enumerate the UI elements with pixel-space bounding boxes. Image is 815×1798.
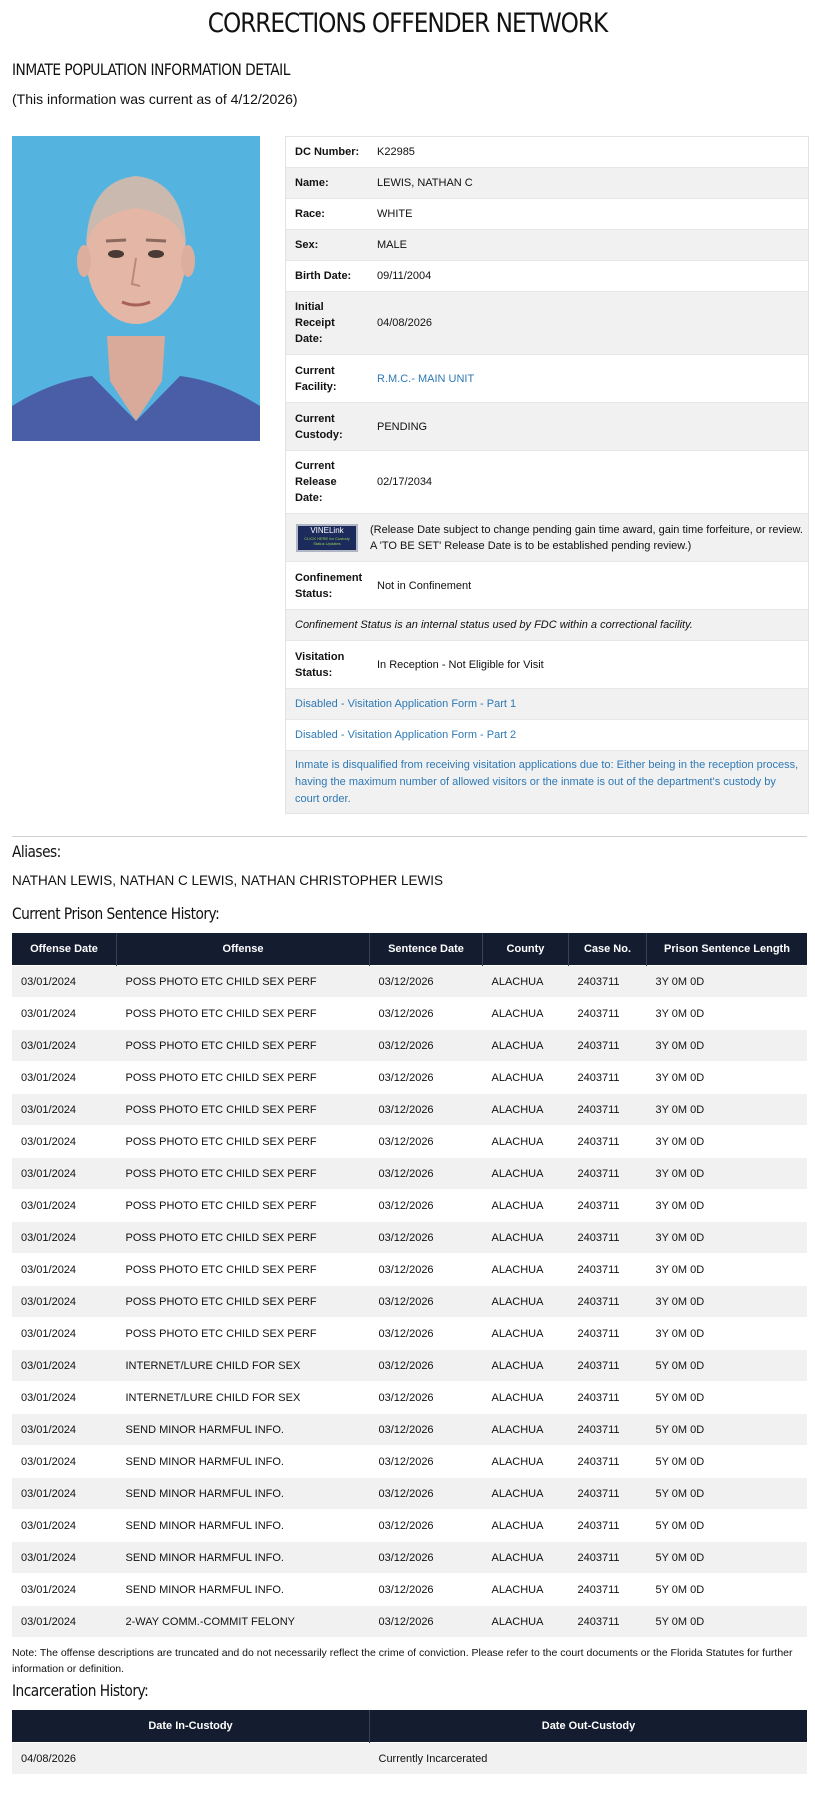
- table-cell: 2-WAY COMM.-COMMIT FELONY: [117, 1606, 370, 1638]
- sentence-row: [12, 1446, 807, 1478]
- sentence-header-row: [12, 933, 807, 966]
- col-sentence-length: Prison Sentence Length: [647, 933, 808, 966]
- table-cell: 2403711: [569, 1542, 647, 1574]
- dc-number-row: [286, 137, 808, 167]
- table-cell: POSS PHOTO ETC CHILD SEX PERF: [117, 1286, 370, 1318]
- table-cell: 2403711: [569, 1254, 647, 1286]
- name-row: [286, 167, 808, 198]
- facility-row: [286, 354, 808, 402]
- table-cell: ALACHUA: [483, 966, 569, 998]
- table-cell: ALACHUA: [483, 1190, 569, 1222]
- vinelink-brand: VINELink: [310, 525, 344, 535]
- table-cell: SEND MINOR HARMFUL INFO.: [117, 1446, 370, 1478]
- table-cell: SEND MINOR HARMFUL INFO.: [117, 1510, 370, 1542]
- col-offense: Offense: [117, 933, 370, 966]
- sentence-row: [12, 1094, 807, 1126]
- table-cell: 03/12/2026: [370, 1574, 483, 1606]
- birth-date-row: [286, 260, 808, 291]
- table-cell: 5Y 0M 0D: [647, 1510, 808, 1542]
- table-cell: 03/01/2024: [12, 1094, 117, 1126]
- release-value: 02/17/2034: [377, 476, 433, 488]
- table-cell: 2403711: [569, 1286, 647, 1318]
- table-cell: 3Y 0M 0D: [647, 1254, 808, 1286]
- table-cell: SEND MINOR HARMFUL INFO.: [117, 1542, 370, 1574]
- sentence-row: [12, 1606, 807, 1638]
- sentence-history-heading: Current Prison Sentence History:: [12, 904, 220, 923]
- table-cell: 03/01/2024: [12, 1318, 117, 1350]
- table-cell: 2403711: [569, 1478, 647, 1510]
- sentence-history-table: [12, 933, 807, 1637]
- table-cell: 03/01/2024: [12, 1382, 117, 1414]
- table-cell: 5Y 0M 0D: [647, 1414, 808, 1446]
- table-cell: ALACHUA: [483, 1222, 569, 1254]
- vinelink-sub: CLICK HERE for Custody Status Updates: [304, 535, 350, 546]
- table-cell: 03/12/2026: [370, 998, 483, 1030]
- sentence-row: [12, 1574, 807, 1606]
- incarceration-row: [12, 1743, 807, 1775]
- sentence-row: [12, 1382, 807, 1414]
- table-cell: 03/12/2026: [370, 966, 483, 998]
- vine-row: [286, 513, 808, 561]
- table-cell: 2403711: [569, 998, 647, 1030]
- initial-receipt-row: [286, 291, 808, 354]
- incarceration-history-table: [12, 1710, 807, 1774]
- table-cell: 03/01/2024: [12, 1286, 117, 1318]
- table-cell: ALACHUA: [483, 1510, 569, 1542]
- sentence-row: [12, 1158, 807, 1190]
- table-cell: 03/12/2026: [370, 1350, 483, 1382]
- table-cell: POSS PHOTO ETC CHILD SEX PERF: [117, 1062, 370, 1094]
- table-cell: ALACHUA: [483, 1574, 569, 1606]
- sentence-row: [12, 1222, 807, 1254]
- table-cell: INTERNET/LURE CHILD FOR SEX: [117, 1382, 370, 1414]
- table-cell: 03/01/2024: [12, 1254, 117, 1286]
- visitation-label: Visitation Status:: [295, 650, 345, 679]
- col-county: County: [483, 933, 569, 966]
- site-title: CORRECTIONS OFFENDER NETWORK: [207, 8, 608, 39]
- table-cell: 03/12/2026: [370, 1382, 483, 1414]
- table-cell: 3Y 0M 0D: [647, 1158, 808, 1190]
- sex-row: [286, 229, 808, 260]
- sentence-row: [12, 1350, 807, 1382]
- sentence-row: [12, 1414, 807, 1446]
- birth-date-value: 09/11/2004: [377, 270, 432, 282]
- table-cell: ALACHUA: [483, 1478, 569, 1510]
- table-cell: 03/01/2024: [12, 1190, 117, 1222]
- visitation-row: [286, 640, 808, 688]
- table-cell: 3Y 0M 0D: [647, 1222, 808, 1254]
- table-cell: 03/01/2024: [12, 1478, 117, 1510]
- sentence-row: [12, 1478, 807, 1510]
- table-cell: POSS PHOTO ETC CHILD SEX PERF: [117, 1222, 370, 1254]
- aliases-heading: Aliases:: [12, 842, 61, 861]
- table-cell: 03/12/2026: [370, 1254, 483, 1286]
- incarceration-table-body: [12, 1743, 807, 1775]
- table-cell: 2403711: [569, 1574, 647, 1606]
- custody-row: [286, 402, 808, 450]
- table-cell: 2403711: [569, 1062, 647, 1094]
- table-cell: ALACHUA: [483, 1030, 569, 1062]
- race-row: [286, 198, 808, 229]
- table-cell: 03/01/2024: [12, 1446, 117, 1478]
- table-cell: ALACHUA: [483, 1606, 569, 1638]
- table-cell: POSS PHOTO ETC CHILD SEX PERF: [117, 1190, 370, 1222]
- confinement-label: Confinement Status:: [295, 571, 363, 600]
- sentence-row: [12, 1126, 807, 1158]
- table-cell: POSS PHOTO ETC CHILD SEX PERF: [117, 1126, 370, 1158]
- table-cell: 5Y 0M 0D: [647, 1350, 808, 1382]
- table-cell: ALACHUA: [483, 1286, 569, 1318]
- col-date-in: Date In-Custody: [12, 1710, 370, 1743]
- visit-form-part2-link[interactable]: Disabled - Visitation Application Form - Part 2: [295, 728, 517, 741]
- sentence-row: [12, 1190, 807, 1222]
- table-cell: POSS PHOTO ETC CHILD SEX PERF: [117, 1158, 370, 1190]
- table-cell: 2403711: [569, 1510, 647, 1542]
- visit-form-part1-link[interactable]: Disabled - Visitation Application Form - Part 1: [295, 697, 517, 710]
- table-cell: ALACHUA: [483, 1382, 569, 1414]
- table-cell: 03/12/2026: [370, 1318, 483, 1350]
- confinement-row: [286, 561, 808, 609]
- sex-value: MALE: [377, 239, 407, 251]
- sentence-row: [12, 1542, 807, 1574]
- race-value: WHITE: [377, 208, 413, 220]
- vinelink-button[interactable]: [296, 524, 358, 552]
- table-cell: 5Y 0M 0D: [647, 1542, 808, 1574]
- table-cell: 2403711: [569, 1414, 647, 1446]
- table-cell: 5Y 0M 0D: [647, 1606, 808, 1638]
- table-cell: ALACHUA: [483, 1318, 569, 1350]
- offense-note: Note: The offense descriptions are truncated and do not necessarily reflect the crime of conviction. Please refer to the court documents or the Florida Statutes for further information or definition.: [12, 1647, 793, 1675]
- table-cell: 2403711: [569, 1606, 647, 1638]
- table-cell: 5Y 0M 0D: [647, 1382, 808, 1414]
- table-cell: 3Y 0M 0D: [647, 998, 808, 1030]
- facility-label: Current Facility:: [295, 364, 337, 393]
- table-cell: 2403711: [569, 1030, 647, 1062]
- name-value: LEWIS, NATHAN C: [377, 177, 473, 189]
- table-cell: 03/12/2026: [370, 1542, 483, 1574]
- table-cell: 2403711: [569, 1158, 647, 1190]
- table-cell: 5Y 0M 0D: [647, 1446, 808, 1478]
- initial-receipt-value: 04/08/2026: [377, 317, 433, 329]
- table-cell: ALACHUA: [483, 1158, 569, 1190]
- col-sentence-date: Sentence Date: [370, 933, 483, 966]
- table-cell: 5Y 0M 0D: [647, 1478, 808, 1510]
- inmate-detail-panel: [285, 136, 809, 814]
- confinement-note-row: [286, 609, 808, 640]
- table-cell: 2403711: [569, 1318, 647, 1350]
- table-cell: 03/12/2026: [370, 1286, 483, 1318]
- table-cell: ALACHUA: [483, 1414, 569, 1446]
- table-cell: POSS PHOTO ETC CHILD SEX PERF: [117, 1094, 370, 1126]
- table-cell: 2403711: [569, 1190, 647, 1222]
- table-cell: ALACHUA: [483, 1062, 569, 1094]
- table-cell: 2403711: [569, 1446, 647, 1478]
- table-cell: POSS PHOTO ETC CHILD SEX PERF: [117, 998, 370, 1030]
- table-cell: 03/12/2026: [370, 1062, 483, 1094]
- col-case-no: Case No.: [569, 933, 647, 966]
- race-label: Race:: [295, 208, 325, 220]
- sentence-row: [12, 1286, 807, 1318]
- table-cell: 03/01/2024: [12, 1542, 117, 1574]
- table-cell: 03/01/2024: [12, 1606, 117, 1638]
- table-cell: ALACHUA: [483, 1350, 569, 1382]
- table-cell: 03/01/2024: [12, 1414, 117, 1446]
- table-cell: 2403711: [569, 966, 647, 998]
- sentence-row: [12, 966, 807, 998]
- table-cell: ALACHUA: [483, 998, 569, 1030]
- sentence-table-body: [12, 966, 807, 1638]
- table-cell: ALACHUA: [483, 1254, 569, 1286]
- table-cell: 03/12/2026: [370, 1126, 483, 1158]
- table-cell: 03/01/2024: [12, 966, 117, 998]
- table-cell: POSS PHOTO ETC CHILD SEX PERF: [117, 1254, 370, 1286]
- table-cell: 03/01/2024: [12, 1158, 117, 1190]
- table-cell: 03/12/2026: [370, 1510, 483, 1542]
- table-cell: 03/12/2026: [370, 1094, 483, 1126]
- visitation-value: In Reception - Not Eligible for Visit: [377, 658, 544, 671]
- table-cell: ALACHUA: [483, 1542, 569, 1574]
- table-cell: 03/01/2024: [12, 1126, 117, 1158]
- table-cell: 3Y 0M 0D: [647, 1126, 808, 1158]
- col-date-out: Date Out-Custody: [370, 1710, 808, 1743]
- dc-number-label: DC Number:: [295, 146, 360, 158]
- table-cell: ALACHUA: [483, 1094, 569, 1126]
- table-cell: 04/08/2026: [12, 1743, 370, 1775]
- inmate-photo: [12, 136, 260, 441]
- table-cell: 2403711: [569, 1382, 647, 1414]
- sentence-row: [12, 1318, 807, 1350]
- custody-value: PENDING: [377, 420, 428, 433]
- disqualified-row: [286, 750, 808, 813]
- table-cell: 3Y 0M 0D: [647, 1030, 808, 1062]
- table-cell: 03/12/2026: [370, 1446, 483, 1478]
- table-cell: 03/12/2026: [370, 1158, 483, 1190]
- release-row: [286, 450, 808, 513]
- table-cell: 03/01/2024: [12, 1510, 117, 1542]
- initial-receipt-label: Initial Receipt Date:: [295, 301, 335, 345]
- table-cell: 03/01/2024: [12, 1350, 117, 1382]
- table-cell: 3Y 0M 0D: [647, 1286, 808, 1318]
- table-cell: SEND MINOR HARMFUL INFO.: [117, 1414, 370, 1446]
- birth-date-label: Birth Date:: [295, 270, 352, 282]
- table-cell: SEND MINOR HARMFUL INFO.: [117, 1478, 370, 1510]
- table-cell: 03/12/2026: [370, 1478, 483, 1510]
- table-cell: POSS PHOTO ETC CHILD SEX PERF: [117, 1030, 370, 1062]
- table-cell: POSS PHOTO ETC CHILD SEX PERF: [117, 966, 370, 998]
- section-divider: [12, 836, 807, 837]
- col-offense-date: Offense Date: [12, 933, 117, 966]
- table-cell: 3Y 0M 0D: [647, 1318, 808, 1350]
- table-cell: 03/01/2024: [12, 1222, 117, 1254]
- table-cell: ALACHUA: [483, 1446, 569, 1478]
- incarceration-heading: Incarceration History:: [12, 1681, 149, 1700]
- table-cell: 03/01/2024: [12, 1030, 117, 1062]
- table-cell: SEND MINOR HARMFUL INFO.: [117, 1574, 370, 1606]
- disqualified-note: Inmate is disqualified from receiving visitation applications due to: Either being in the reception process, having the maximum number of allowed visitors or the inmate is out of the department's custody by court order.: [295, 758, 799, 805]
- custody-label: Current Custody:: [295, 412, 343, 441]
- sentence-row: [12, 1254, 807, 1286]
- table-cell: 2403711: [569, 1222, 647, 1254]
- sentence-row: [12, 1510, 807, 1542]
- visit-form-1-row: [286, 688, 808, 719]
- release-label: Current Release Date:: [295, 460, 337, 504]
- table-cell: 2403711: [569, 1094, 647, 1126]
- table-cell: 3Y 0M 0D: [647, 1094, 808, 1126]
- page-heading: INMATE POPULATION INFORMATION DETAIL: [12, 60, 290, 79]
- table-cell: POSS PHOTO ETC CHILD SEX PERF: [117, 1318, 370, 1350]
- visit-form-2-row: [286, 719, 808, 750]
- dc-number-value: K22985: [377, 146, 415, 158]
- release-note: (Release Date subject to change pending gain time award, gain time forfeiture, or review. A 'TO BE SET' Release Date is to be established pending review.): [370, 523, 803, 552]
- table-cell: 2403711: [569, 1350, 647, 1382]
- confinement-note: Confinement Status is an internal status used by FDC within a correctional facility.: [295, 618, 693, 631]
- table-cell: 03/12/2026: [370, 1190, 483, 1222]
- table-cell: 03/12/2026: [370, 1414, 483, 1446]
- sentence-row: [12, 1030, 807, 1062]
- table-cell: 03/01/2024: [12, 1574, 117, 1606]
- table-cell: 3Y 0M 0D: [647, 966, 808, 998]
- table-cell: 03/01/2024: [12, 1062, 117, 1094]
- table-cell: INTERNET/LURE CHILD FOR SEX: [117, 1350, 370, 1382]
- current-as-of-text: (This information was current as of 4/12/2026): [12, 91, 298, 107]
- table-cell: 03/01/2024: [12, 998, 117, 1030]
- table-cell: 2403711: [569, 1126, 647, 1158]
- incarceration-header-row: [12, 1710, 807, 1743]
- table-cell: 5Y 0M 0D: [647, 1574, 808, 1606]
- aliases-text: NATHAN LEWIS, NATHAN C LEWIS, NATHAN CHRISTOPHER LEWIS: [12, 873, 444, 888]
- sentence-row: [12, 998, 807, 1030]
- table-cell: 3Y 0M 0D: [647, 1190, 808, 1222]
- confinement-value: Not in Confinement: [377, 579, 472, 592]
- table-cell: 03/12/2026: [370, 1222, 483, 1254]
- table-cell: 03/12/2026: [370, 1030, 483, 1062]
- sentence-row: [12, 1062, 807, 1094]
- table-cell: 3Y 0M 0D: [647, 1062, 808, 1094]
- table-cell: ALACHUA: [483, 1126, 569, 1158]
- table-cell: 03/12/2026: [370, 1606, 483, 1638]
- table-cell: Currently Incarcerated: [370, 1743, 808, 1775]
- facility-link[interactable]: R.M.C.- MAIN UNIT: [377, 372, 475, 385]
- sex-label: Sex:: [295, 239, 319, 251]
- name-label: Name:: [295, 177, 329, 189]
